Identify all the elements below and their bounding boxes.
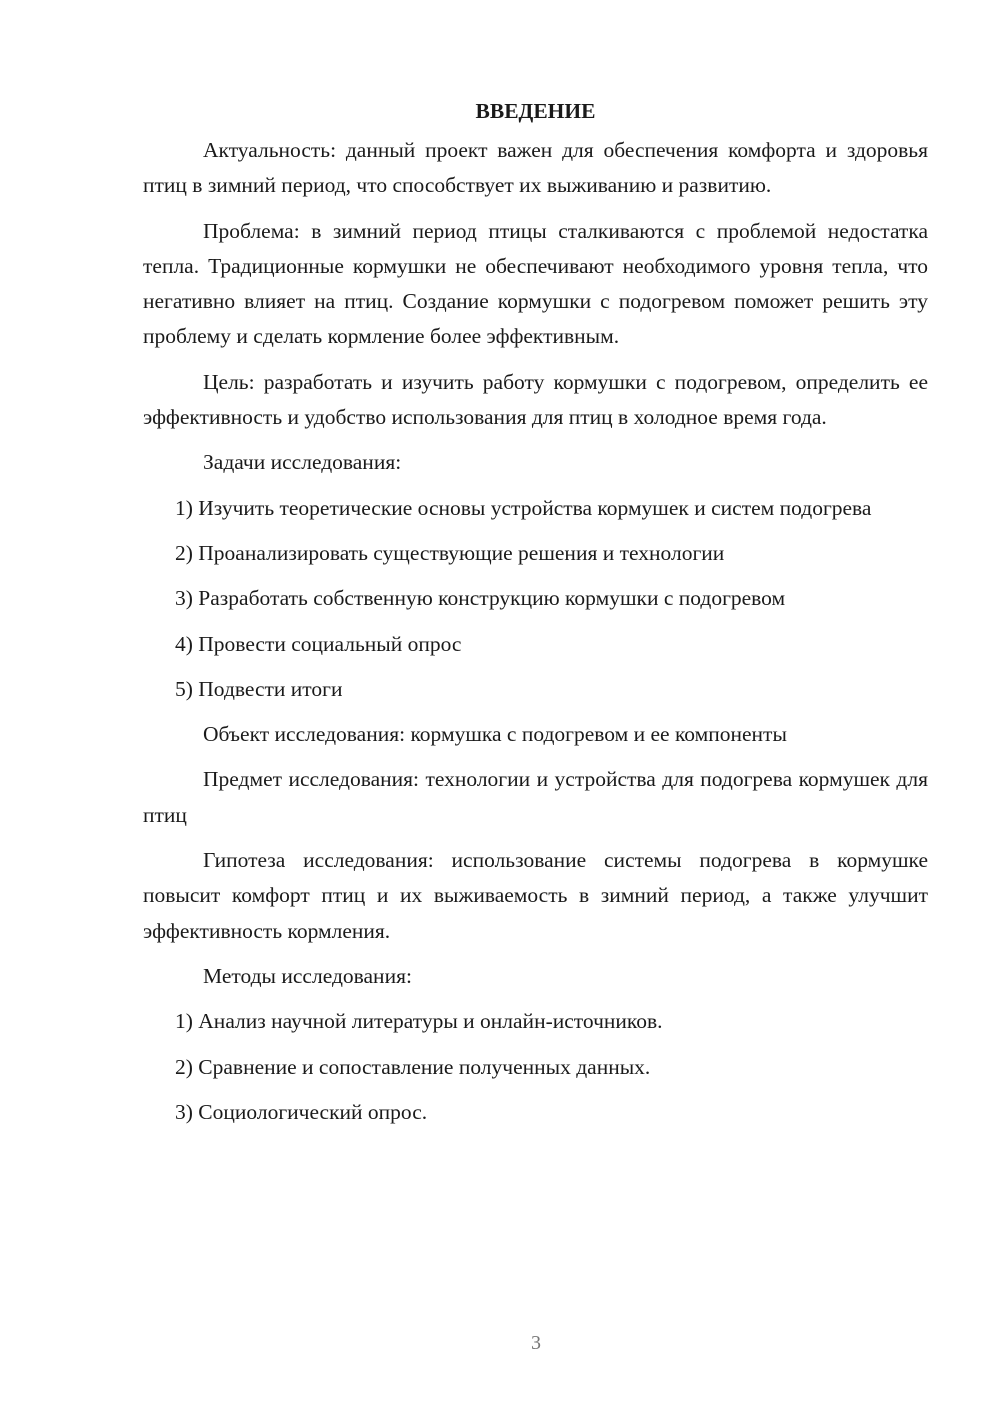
- page-number: 3: [531, 1332, 541, 1354]
- paragraph-problem: Проблема: в зимний период птицы сталкиваются с проблемой недостатка тепла. Традиционные кормушки не обеспечивают необходимого уровня тепла, что негативно влияет на птиц. Создание кормушки с подогревом поможет решить эту проблему и сделать кормление более эффективным.: [143, 218, 928, 349]
- task-item-3: 3) Разработать собственную конструкцию кормушки с подогревом: [175, 586, 786, 611]
- paragraph-goal: Цель: разработать и изучить работу кормушки с подогревом, определить ее эффективность и удобство использования для птиц в холодное время года.: [143, 369, 928, 430]
- paragraph-tasks-heading: Задачи исследования:: [203, 450, 402, 475]
- document-page: [143, 92, 928, 1140]
- task-item-2: 2) Проанализировать существующие решения и технологии: [175, 540, 725, 565]
- section-title: ВВЕДЕНИЕ: [475, 99, 596, 123]
- method-item-2: 2) Сравнение и сопоставление полученных данных.: [175, 1054, 651, 1079]
- task-item-1: 1) Изучить теоретические основы устройства кормушек и систем подогрева: [175, 495, 872, 520]
- paragraph-subject: Предмет исследования: технологии и устройства для подогрева кормушек для птиц: [143, 767, 928, 827]
- paragraph-object: Объект исследования: кормушка с подогревом и ее компоненты: [203, 722, 787, 747]
- task-item-5: 5) Подвести итоги: [175, 676, 343, 701]
- paragraph-methods-heading: Методы исследования:: [203, 963, 412, 988]
- method-item-3: 3) Социологический опрос.: [175, 1099, 428, 1124]
- method-item-1: 1) Анализ научной литературы и онлайн-источников.: [175, 1009, 663, 1034]
- paragraph-hypothesis: Гипотеза исследования: использование системы подогрева в кормушке повысит комфорт птиц и их выживаемость в зимний период, а также улучшит эффективность кормления.: [143, 848, 928, 943]
- task-item-4: 4) Провести социальный опрос: [175, 631, 462, 656]
- paragraph-relevance: Актуальность: данный проект важен для обеспечения комфорта и здоровья птиц в зимний период, что способствует их выживанию и развитию.: [143, 138, 928, 198]
